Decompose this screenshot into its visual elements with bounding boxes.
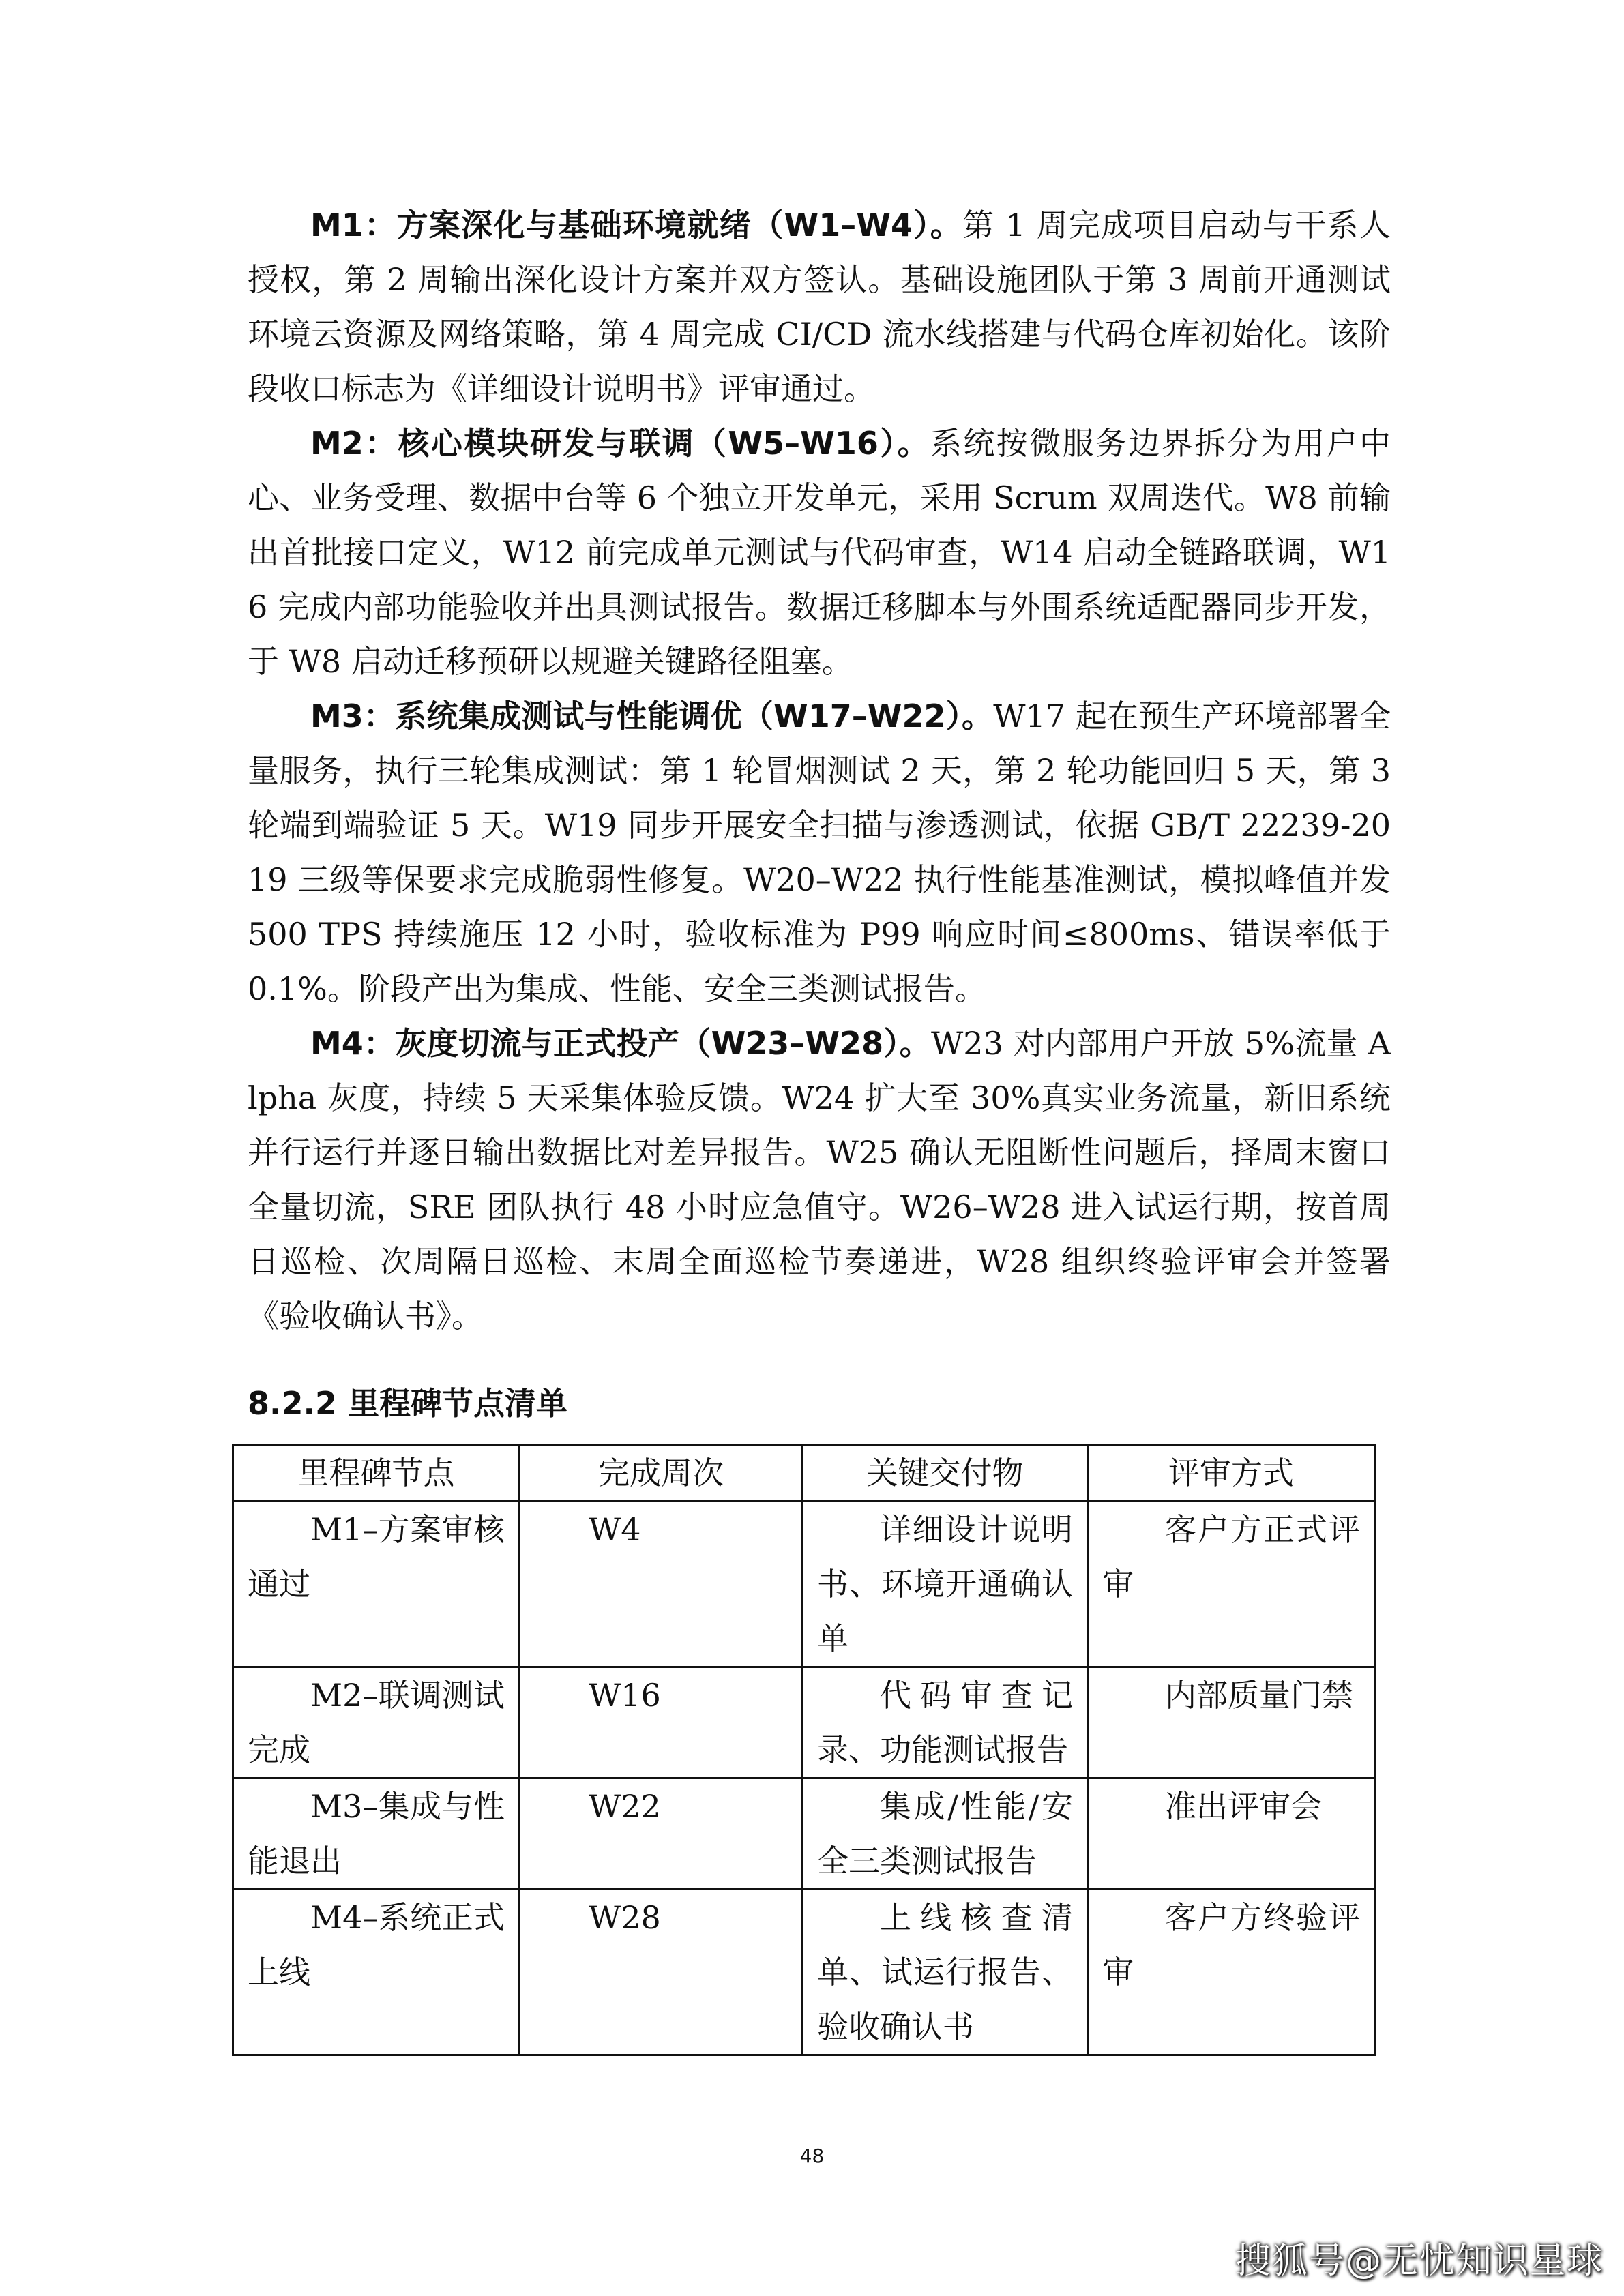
cell-milestone: M1–方案审核通过: [233, 1502, 520, 1667]
paragraph-text: 第 1 周完成项目启动与干系人授权，第 2 周输出深化设计方案并双方签认。基础设施团队于第 3 周前开通测试环境云资源及网络策略，第 4 周完成 CI/CD 流水线搭建与代码仓库初始化。该阶段收口标志为《详细设计说明书》评审通过。: [248, 207, 1391, 407]
paragraph-lead: M3：系统集成测试与性能调优（W17–W22）。: [310, 698, 994, 734]
paragraph-text: W23 对内部用户开放 5%流量 Alpha 灰度，持续 5 天采集体验反馈。W24 扩大至 30%真实业务流量，新旧系统并行运行并逐日输出数据比对差异报告。W25 确认无阻断性问题后，择周末窗口全量切流，SRE 团队执行 48 小时应急值守。W26–W28 进入试运行期，按首周日巡检、次周隔日巡检、末周全面巡检节奏递进，W28 组织终验评审会并签署《验收确认书》。: [248, 1025, 1391, 1335]
table-row: [233, 1890, 1375, 2055]
table-header-row: [233, 1445, 1375, 1502]
cell-week: W4: [520, 1502, 803, 1667]
paragraph-lead: M4：灰度切流与正式投产（W23–W28）。: [310, 1025, 932, 1062]
cell-week: W22: [520, 1778, 803, 1890]
cell-review: 客户方正式评审: [1088, 1502, 1375, 1667]
cell-milestone: M4–系统正式上线: [233, 1890, 520, 2055]
paragraph-lead: M2：核心模块研发与联调（W5–W16）。: [310, 425, 931, 462]
section-heading: 8.2.2 里程碑节点清单: [248, 1385, 567, 1422]
cell-week: W28: [520, 1890, 803, 2055]
paragraph-m2: [248, 416, 1391, 689]
header-week: 完成周次: [520, 1445, 803, 1502]
cell-milestone: M3–集成与性能退出: [233, 1778, 520, 1890]
page-number: 48: [799, 2145, 825, 2167]
milestone-table: [232, 1444, 1376, 2056]
paragraph-m3: [248, 689, 1391, 1016]
paragraph-text: W17 起在预生产环境部署全量服务，执行三轮集成测试：第 1 轮冒烟测试 2 天，第 2 轮功能回归 5 天，第 3 轮端到端验证 5 天。W19 同步开展安全扫描与渗透测试，依据 GB/T 22239-2019 三级等保要求完成脆弱性修复。W20–W22 执行性能基准测试，模拟峰值并发 500 TPS 持续施压 12 小时，验收标准为 P99 响应时间≤800ms、错误率低于 0.1%。阶段产出为集成、性能、安全三类测试报告。: [248, 698, 1391, 1007]
cell-milestone: M2–联调测试完成: [233, 1667, 520, 1778]
header-review: 评审方式: [1088, 1445, 1375, 1502]
table-row: [233, 1667, 1375, 1778]
document-body: [248, 198, 1391, 1343]
paragraph-m4: [248, 1016, 1391, 1343]
cell-week: W16: [520, 1667, 803, 1778]
cell-deliverables: 集成/性能/安全三类测试报告: [803, 1778, 1088, 1890]
table-row: [233, 1778, 1375, 1890]
header-deliverables: 关键交付物: [803, 1445, 1088, 1502]
cell-deliverables: 代码审查记录、功能测试报告: [803, 1667, 1088, 1778]
cell-review: 准出评审会: [1088, 1778, 1375, 1890]
cell-deliverables: 上线核查清单、试运行报告、验收确认书: [803, 1890, 1088, 2055]
header-milestone: 里程碑节点: [233, 1445, 520, 1502]
cell-review: 客户方终验评审: [1088, 1890, 1375, 2055]
paragraph-text: 系统按微服务边界拆分为用户中心、业务受理、数据中台等 6 个独立开发单元，采用 Scrum 双周迭代。W8 前输出首批接口定义，W12 前完成单元测试与代码审查，W14 启动全链路联调，W16 完成内部功能验收并出具测试报告。数据迁移脚本与外围系统适配器同步开发，于 W8 启动迁移预研以规避关键路径阻塞。: [248, 425, 1391, 680]
watermark: 搜狐号@无忧知识星球: [1235, 2241, 1604, 2282]
table-row: [233, 1502, 1375, 1667]
cell-review: 内部质量门禁: [1088, 1667, 1375, 1778]
paragraph-lead: M1：方案深化与基础环境就绪（W1–W4）。: [310, 207, 963, 243]
paragraph-m1: [248, 198, 1391, 416]
cell-deliverables: 详细设计说明书、环境开通确认单: [803, 1502, 1088, 1667]
